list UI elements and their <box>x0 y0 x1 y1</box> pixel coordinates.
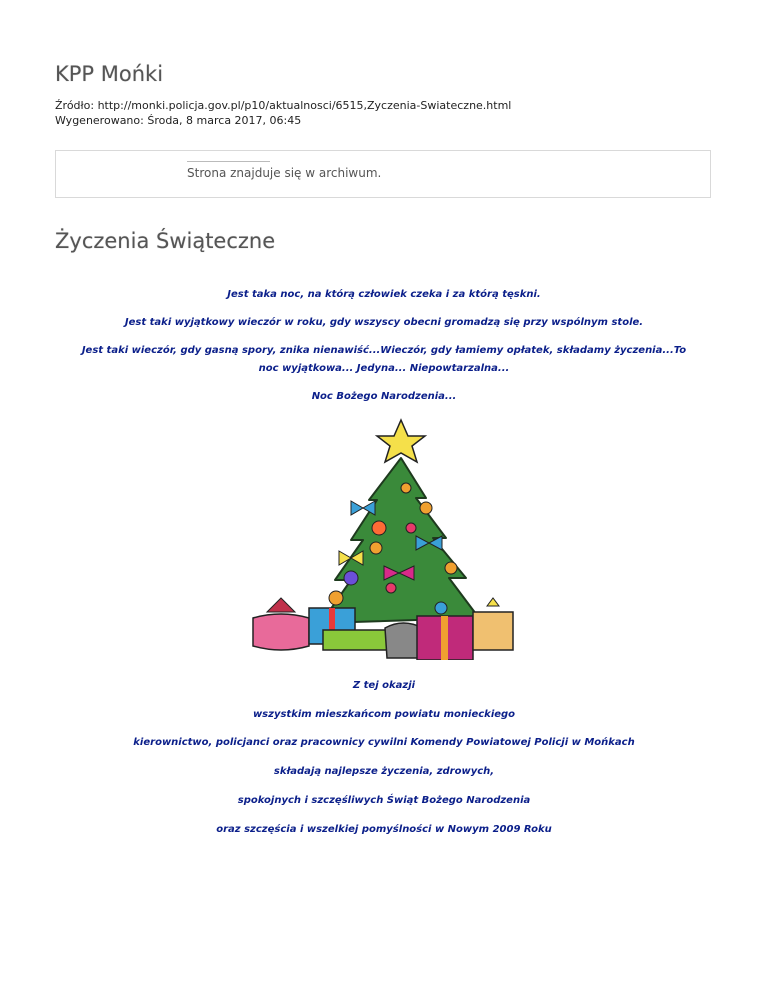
wish-line: składają najlepsze życzenia, zdrowych, <box>273 766 495 777</box>
intro-line: noc wyjątkowa... Jedyna... Niepowtarzalna... <box>258 363 510 374</box>
source-line: Źródło: http://monki.policja.gov.pl/p10/aktualnosci/6515,Zyczenia-Swiateczne.html <box>55 99 512 112</box>
wish-line: oraz szczęścia i wszelkiej pomyślności w Nowym 2009 Roku <box>216 824 552 835</box>
archive-notice: Strona znajduje się w archiwum. <box>187 166 382 180</box>
document-meta <box>55 98 511 128</box>
intro-line: Jest taki wieczór, gdy gasną spory, znika nienawiść...Wieczór, gdy łamiemy opłatek, składamy życzenia...To <box>81 345 687 356</box>
generated-line: Wygenerowano: Środa, 8 marca 2017, 06:45 <box>55 114 302 127</box>
wish-line: spokojnych i szczęśliwych Świąt Bożego Narodzenia <box>237 795 531 806</box>
intro-line: Jest taka noc, na którą człowiek czeka i za którą tęskni. <box>227 289 541 300</box>
divider <box>187 161 270 162</box>
intro-line: Jest taki wyjątkowy wieczór w roku, gdy wszyscy obecni gromadzą się przy wspólnym stole. <box>124 317 644 328</box>
archive-notice-box <box>55 150 711 198</box>
wish-line: wszystkim mieszkańcom powiatu monieckiego <box>252 709 516 720</box>
site-title: KPP Mońki <box>55 62 164 86</box>
wish-line: Z tej okazji <box>352 680 416 691</box>
wish-line: kierownictwo, policjanci oraz pracownicy cywilni Komendy Powiatowej Policji w Mońkach <box>133 737 635 748</box>
christmas-tree-image <box>251 418 519 660</box>
article-title: Życzenia Świąteczne <box>55 229 276 253</box>
intro-line: Noc Bożego Narodzenia... <box>311 391 457 402</box>
